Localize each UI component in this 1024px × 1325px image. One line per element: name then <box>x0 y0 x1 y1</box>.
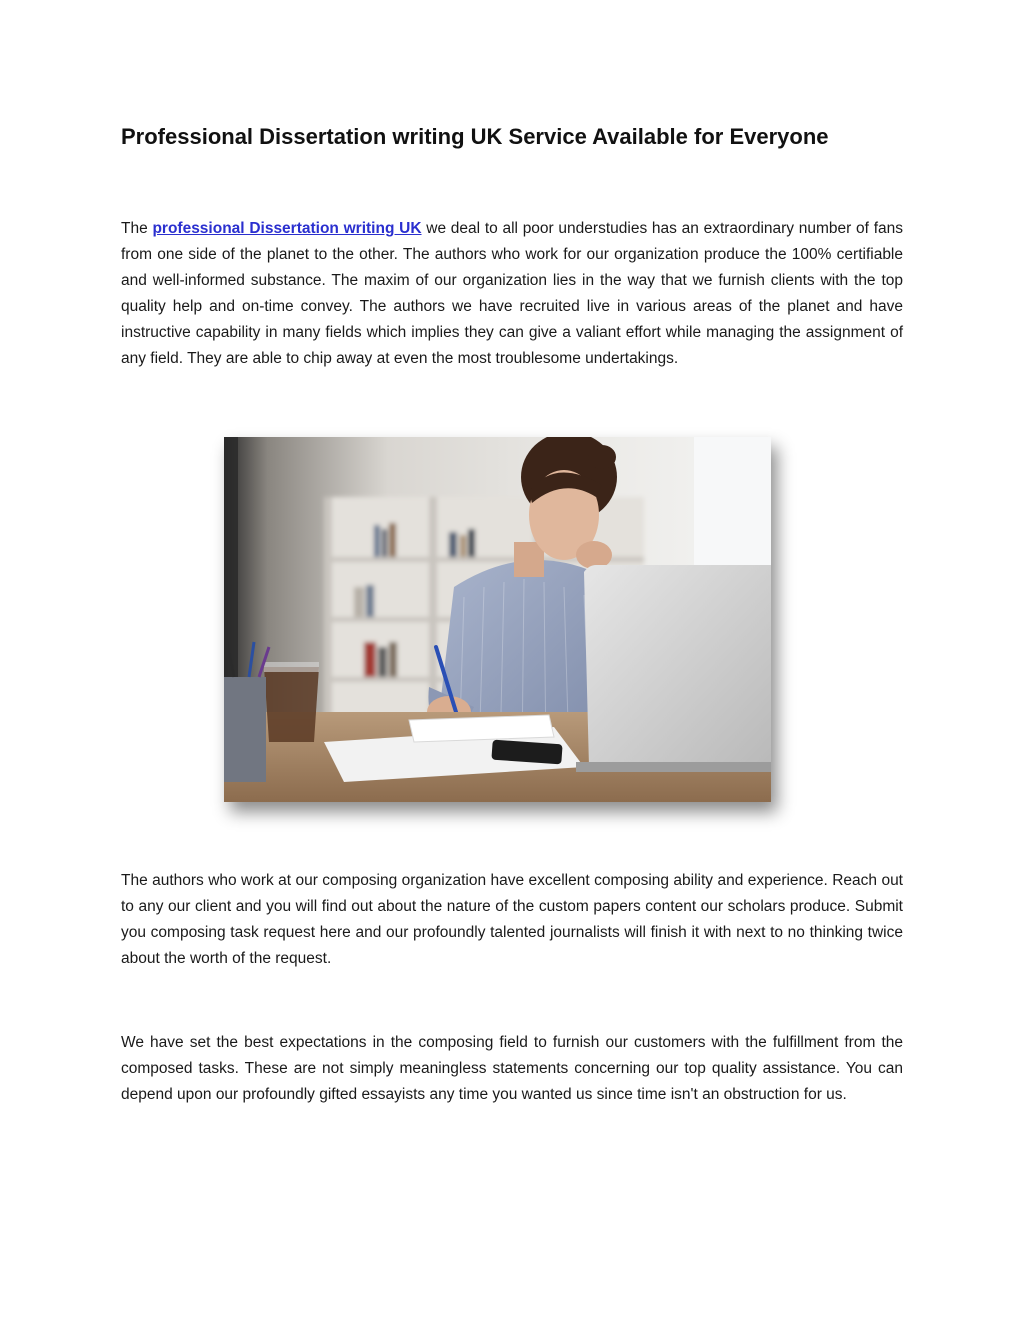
paragraph-expectations: We have set the best expectations in the composing field to furnish our customers with the fulfillment from the composed tasks. These are not simply meaningless statements concerning our top quality assistance. You can depend upon our profoundly gifted essayists any time you wanted us since time isn't an obstruction for us. <box>121 1034 903 1103</box>
paragraph-authors: The authors who work at our composing organization have excellent composing ability and experience. Reach out to any our client and you will find out about the nature of the custom papers content our scholars produce. Submit you composing task request here and our profoundly talented journalists will finish it with next to no thinking twice about the worth of the request. <box>121 872 903 967</box>
paragraph-intro-lead: The <box>121 220 153 237</box>
woman-writing-photo <box>224 437 771 802</box>
document-title: Professional Dissertation writing UK Service Available for Everyone <box>121 124 829 149</box>
paragraph-intro <box>121 216 903 372</box>
paragraph-intro-rest: we deal to all poor understudies has an extraordinary number of fans from one side of the planet to the other. The authors who work for our organization produce the 100% certifiable and well-informed substance. The maxim of our organization lies in the way that we furnish clients with the top quality help and on-time convey. The authors we have recruited live in various areas of the planet and have instructive capability in many fields which implies they can give a valiant effort while managing the assignment of any field. They are able to chip away at even the most troublesome undertakings. <box>121 220 903 367</box>
dissertation-writing-link[interactable]: professional Dissertation writing UK <box>152 220 422 237</box>
